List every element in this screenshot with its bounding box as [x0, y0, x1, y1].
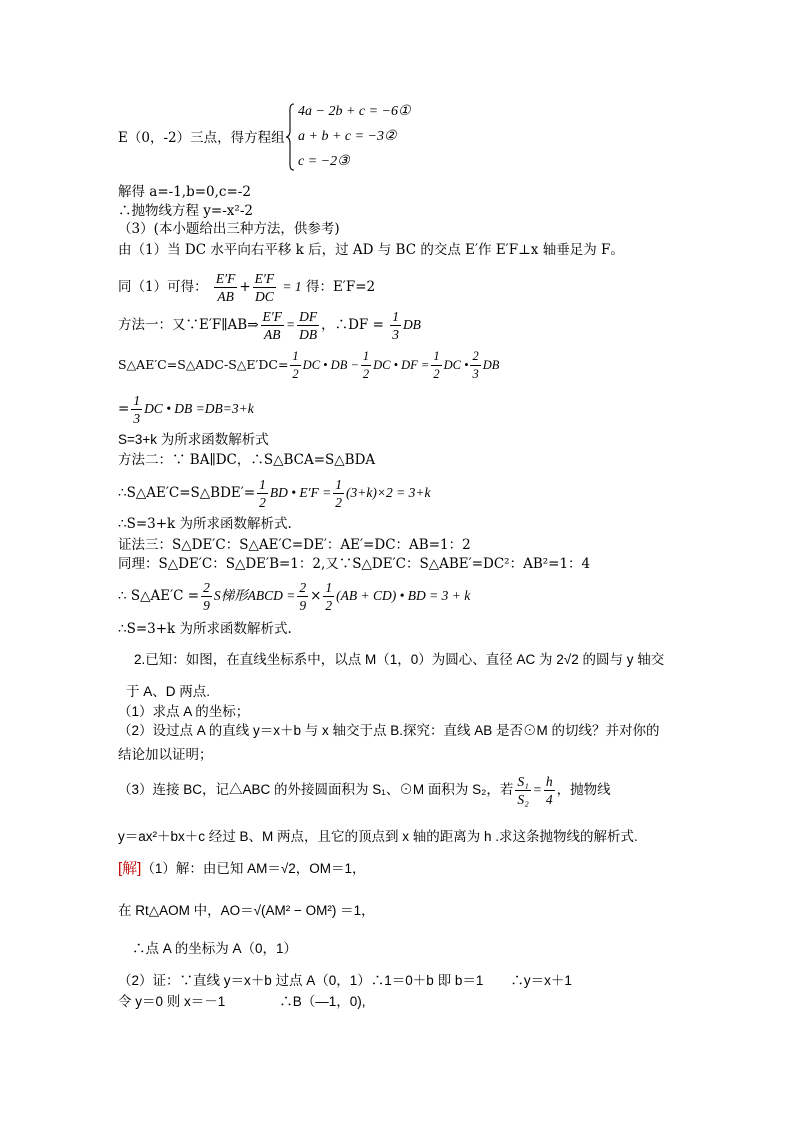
problem-2-statement: 2.已知：如图，在直线坐标系中，以点 M（1，0）为圆心、直径 AC 为 2√2 的圆与 y 轴交 [134, 652, 665, 667]
method-3-conclusion: ∴S=3+k 为所求函数解析式. [118, 621, 292, 637]
system-brace [285, 103, 295, 171]
solution-1: [解]（1）解：由已知 AM＝√2，OM＝1， [118, 860, 366, 877]
system-intro-text: E（0，-2）三点，得方程组 [118, 130, 285, 146]
problem-2-statement-cont: 于 A、D 两点. [126, 684, 211, 699]
method-3-ratio-2: 同理：S△DE′C：S△DE′B=1：2,又∵S△DE′C：S△ABE′=DC²：AB²=1：4 [118, 556, 591, 572]
problem-2-q1: （1）求点 A 的坐标； [118, 704, 250, 719]
problem-2-q2: （2）设过点 A 的直线 y＝x＋b 与 x 轴交于点 B.探究：直线 AB 是否⊙M 的切线？并对你的 [118, 723, 660, 738]
method-1-conclusion: S=3+k 为所求函数解析式 [118, 432, 269, 447]
parabola-equation: ∴抛物线方程 y=-x²-2 [118, 203, 253, 219]
solve-result: 解得 a=-1,b=0,c=-2 [118, 184, 251, 200]
ef-result: 得：E′F=2 [305, 279, 376, 295]
problem-2-q3: （3）连接 BC，记△ABC 的外接圆面积为 S₁、⊙M 面积为 S₂，若 $\frac{\text{S₁}}{\text{S₂}}$ = $\frac{h}{4}$ ，抛物线 [118, 773, 611, 807]
method-2-conclusion: ∴S=3+k 为所求函数解析式. [118, 516, 292, 532]
area-result-line: = $\frac{1}{3}$ DC • DB =DB=3+k [118, 393, 254, 426]
solution-1-result: ∴点 A 的坐标为 A（0，1） [132, 941, 298, 956]
same-as-1-text: 同（1）可得： [118, 279, 208, 295]
part3-intro: （3）(本小题给出三种方法，供参考) [118, 221, 340, 237]
part3-setup: 由（1）当 DC 水平向右平移 k 后，过 AD 与 BC 的交点 E′作 E′F⊥x 轴垂足为 F。 [118, 242, 624, 258]
method-3-ratio-1: 证法三：S△DE′C：S△AE′C=DE′：AE′=DC：AB=1：2 [118, 537, 471, 553]
area-difference-line: S△AE′C=S△ADC-S△E′DC= $\frac{1}{2}$ DC • DB − $\frac{1}{2}$ DC • DF = $\frac{1}{2}$ DC • $\frac{2}{3}$ DB [118, 349, 500, 381]
solution-2-proof: （2）证：∵直线 y＝x＋b 过点 A（0，1）∴1＝0＋b 即 b＝1 ∴y＝x＋1 [118, 973, 572, 988]
same-as-1-line: 同（1）可得： $\frac{E'F}{AB}$ + $\frac{E'F}{DC}$ = 1 得：E′F=2 [118, 271, 376, 304]
solution-2-point-b: 令 y＝0 则 x＝－1 ∴B（—1，0), [118, 994, 366, 1009]
solution-1-calc: 在 Rt△AOM 中，AO＝√(AM² − OM²) ＝1， [118, 903, 375, 918]
solution-tag: [解] [118, 860, 142, 877]
problem-2-q2-cont: 结论加以证明； [118, 747, 213, 762]
system-eq-2: a + b + c = −3② [298, 129, 397, 144]
system-intro [118, 129, 285, 147]
method-1-line: 方法一：又∵E′F∥AB⇒ $\frac{E'F}{AB}$ = $\frac{DF}{DB}$ ，∴DF = $\frac{1}{3}$ DB [118, 309, 421, 342]
method-3-line: ∴ S△AE′C = $\frac{2}{9}$ S梯形ABCD = $\frac{2}{9}$ × $\frac{1}{2}$ (AB + CD) • BD = 3 + k [118, 580, 471, 613]
fraction-ef-dc: $\frac{E'F}{DC}$ [254, 271, 275, 304]
fraction-ef-ab: $\frac{E'F}{AB}$ [215, 271, 236, 304]
method-2-line: ∴S△AE′C=S△BDE′= $\frac{1}{2}$ BD • E′F = $\frac{1}{2}$ (3+k)×2 = 3+k [118, 477, 431, 510]
system-eq-1: 4a − 2b + c = −6① [298, 104, 411, 119]
problem-2-q3-cont: y＝ax²＋bx＋c 经过 B、M 两点，且它的顶点到 x 轴的距离为 h .求这条抛物线的解析式. [118, 829, 638, 844]
system-eq-3: c = −2③ [298, 154, 350, 169]
method-2-intro: 方法二：∵ BA∥DC，∴S△BCA=S△BDA [118, 452, 376, 468]
